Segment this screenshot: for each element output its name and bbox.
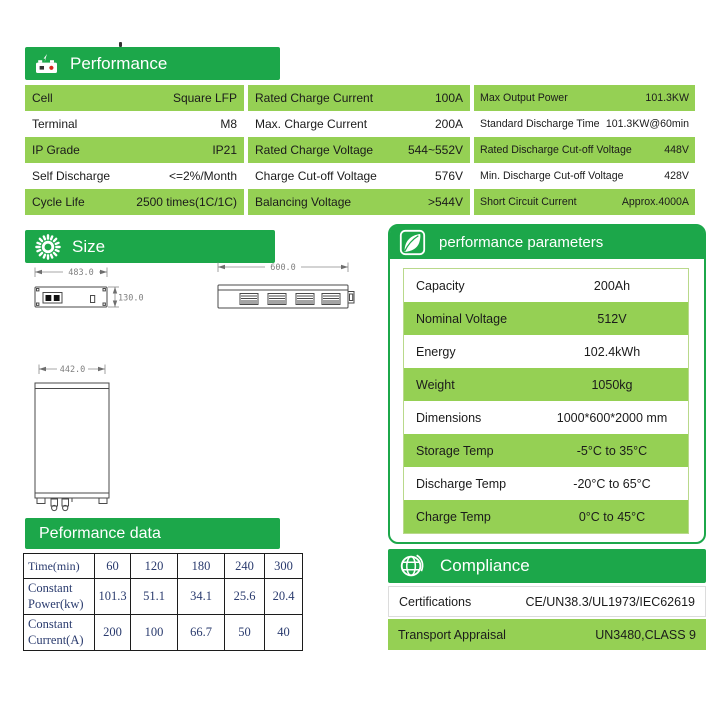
spec-label: Charge Cut-off Voltage <box>255 169 377 183</box>
compliance-row-certifications <box>388 586 706 617</box>
spec-row-ip-grade <box>25 137 244 163</box>
param-row-charge-temp <box>404 500 688 533</box>
spec-label: IP Grade <box>32 143 80 157</box>
spec-value: <=2%/Month <box>168 169 237 183</box>
param-row-capacity <box>404 269 688 302</box>
time-cell: 240 <box>225 554 265 579</box>
spec-column-discharge <box>474 85 695 215</box>
compliance-value: UN3480,CLASS 9 <box>595 627 696 642</box>
param-value: 1000*600*2000 mm <box>556 410 668 425</box>
vent-grilles <box>240 294 340 305</box>
spec-value: 100A <box>434 91 463 105</box>
param-value: 1050kg <box>591 377 633 392</box>
row-label: Constant Power(kw) <box>24 579 95 615</box>
time-cell: 60 <box>95 554 131 579</box>
time-cell: 120 <box>131 554 178 579</box>
spec-label: Balancing Voltage <box>255 195 352 209</box>
spec-label: Min. Discharge Cut-off Voltage <box>480 170 624 182</box>
param-label: Storage Temp <box>416 443 494 458</box>
param-row-weight <box>404 368 688 401</box>
current-cell: 40 <box>265 615 303 651</box>
spec-row-min-discharge-cutoff <box>474 163 695 189</box>
cabinet-front-drawing <box>15 355 145 515</box>
spec-label: Cycle Life <box>32 195 85 209</box>
spec-label: Rated Charge Current <box>255 91 374 105</box>
spec-row-cycle-life <box>25 189 244 215</box>
compliance-label: Transport Appraisal <box>398 627 506 642</box>
param-label: Weight <box>416 377 455 392</box>
param-row-dimensions <box>404 401 688 434</box>
compliance-value: CE/UN38.3/UL1973/IEC62619 <box>525 594 695 609</box>
spec-label: Terminal <box>32 117 78 131</box>
row-label: Constant Current(A) <box>24 615 95 651</box>
spec-row-max-charge-current <box>248 111 470 137</box>
param-label: Charge Temp <box>416 509 491 524</box>
performance-data-table <box>23 553 303 651</box>
spec-row-charge-cutoff-voltage <box>248 163 470 189</box>
battery-icon <box>35 54 59 74</box>
cabinet-feet <box>37 498 107 511</box>
spec-value: 200A <box>434 117 463 131</box>
spec-label: Cell <box>32 91 53 105</box>
param-row-discharge-temp <box>404 467 688 500</box>
compliance-row-transport <box>388 619 706 650</box>
current-cell: 100 <box>131 615 178 651</box>
performance-title: Performance <box>70 53 168 73</box>
spec-row-standard-discharge-time <box>474 111 695 137</box>
spec-row-balancing-voltage <box>248 189 470 215</box>
parameters-table <box>403 268 689 534</box>
power-cell: 25.6 <box>225 579 265 615</box>
performance-data-header <box>25 518 280 549</box>
param-value: 200Ah <box>593 278 631 293</box>
current-cell: 200 <box>95 615 131 651</box>
spec-value: IP21 <box>212 143 237 157</box>
spec-row-terminal <box>25 111 244 137</box>
current-cell: 50 <box>225 615 265 651</box>
spec-label: Max Output Power <box>480 92 568 104</box>
time-cell: 300 <box>265 554 303 579</box>
spec-row-rated-discharge-cutoff <box>474 137 695 163</box>
spec-label: Self Discharge <box>32 169 111 183</box>
spec-column-charge <box>248 85 470 215</box>
sun-icon <box>35 234 61 260</box>
performance-section-header <box>25 47 280 80</box>
param-value: 0°C to 45°C <box>578 509 646 524</box>
spec-value: 544~552V <box>407 143 463 157</box>
globe-icon <box>398 552 426 580</box>
time-cell: 180 <box>178 554 225 579</box>
compliance-label: Certifications <box>399 594 472 609</box>
rack-front-width-label: 483.0 <box>68 268 94 278</box>
param-value: 512V <box>597 311 627 326</box>
spec-row-cell <box>25 85 244 111</box>
param-label: Energy <box>416 344 456 359</box>
spec-value: 2500 times(1C/1C) <box>136 195 237 209</box>
rack-front-height-label: 130.0 <box>118 293 144 304</box>
constant-current-row <box>24 615 303 651</box>
param-row-nominal-voltage <box>404 302 688 335</box>
spec-column-general <box>25 85 244 215</box>
performance-data-title: Peformance data <box>39 524 161 542</box>
power-cell: 101.3 <box>95 579 131 615</box>
spec-label: Rated Discharge Cut-off Voltage <box>480 144 632 156</box>
spec-row-rated-charge-current <box>248 85 470 111</box>
spec-row-short-circuit-current <box>474 189 695 215</box>
compliance-title: Compliance <box>440 556 530 575</box>
constant-power-row <box>24 579 303 615</box>
spec-value: Approx.4000A <box>621 196 689 208</box>
rack-top-width-label: 600.0 <box>270 263 296 273</box>
spec-value: 101.3KW@60min <box>605 118 689 130</box>
param-label: Discharge Temp <box>416 476 507 491</box>
spec-value: Square LFP <box>172 91 237 105</box>
performance-spec-table <box>25 85 695 215</box>
spec-value: 101.3KW <box>645 92 689 104</box>
current-cell: 66.7 <box>178 615 225 651</box>
spec-label: Standard Discharge Time <box>480 118 600 130</box>
performance-parameters-header <box>390 226 704 259</box>
spec-label: Short Circuit Current <box>480 196 577 208</box>
param-label: Dimensions <box>416 410 482 425</box>
param-value: -5°C to 35°C <box>576 443 648 458</box>
spec-value: 428V <box>664 170 689 182</box>
param-value: -20°C to 65°C <box>573 476 651 491</box>
size-title: Size <box>72 236 106 256</box>
leaf-icon <box>399 229 426 256</box>
rack-front-drawing <box>15 262 165 322</box>
time-header-row <box>24 554 303 579</box>
power-cell: 20.4 <box>265 579 303 615</box>
spec-row-self-discharge <box>25 163 244 189</box>
power-cell: 34.1 <box>178 579 225 615</box>
spec-value: 576V <box>434 169 463 183</box>
power-cell: 51.1 <box>131 579 178 615</box>
performance-parameters-title: performance parameters <box>439 234 604 251</box>
spec-value: >544V <box>427 195 463 209</box>
rack-top-drawing <box>203 258 363 316</box>
spec-row-rated-charge-voltage <box>248 137 470 163</box>
param-row-energy <box>404 335 688 368</box>
param-label: Capacity <box>416 278 465 293</box>
performance-parameters-panel <box>388 224 706 544</box>
spec-value: 448V <box>664 144 689 156</box>
param-value: 102.4kWh <box>583 344 641 359</box>
spec-label: Max. Charge Current <box>255 117 368 131</box>
time-corner-cell: Time(min) <box>24 554 95 579</box>
spec-row-max-output-power <box>474 85 695 111</box>
param-row-storage-temp <box>404 434 688 467</box>
spec-value: M8 <box>220 117 237 131</box>
spec-label: Rated Charge Voltage <box>255 143 374 157</box>
compliance-header <box>388 549 706 583</box>
param-label: Nominal Voltage <box>416 311 508 326</box>
cabinet-width-label: 442.0 <box>59 365 86 375</box>
